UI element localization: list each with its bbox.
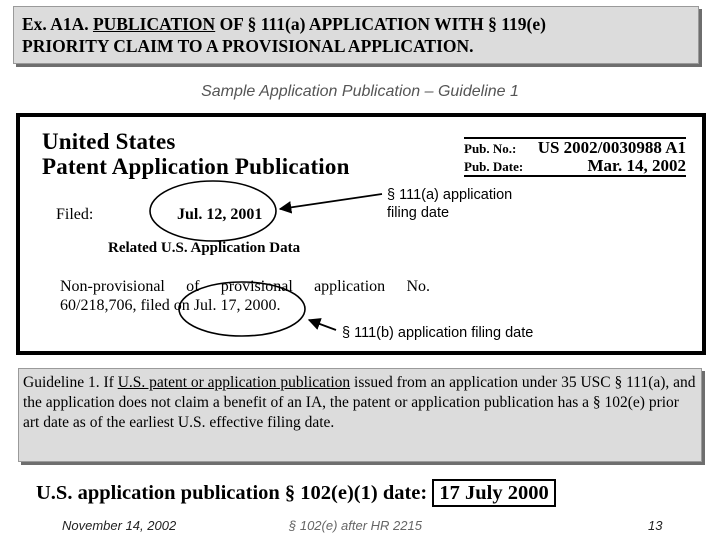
- filed-date: Jul. 12, 2001: [177, 206, 263, 223]
- filed-date-circle: [150, 181, 276, 241]
- footer-center: § 102(e) after HR 2215: [289, 518, 422, 533]
- nonprovisional-line-2: 60/218,706, filed on Jul. 17, 2000.: [60, 297, 281, 314]
- pub-no-row: Pub. No.: US 2002/0030988 A1: [464, 138, 686, 157]
- title-underlined-word: PUBLICATION: [92, 14, 216, 34]
- arrow-to-filed-date: [280, 194, 382, 209]
- pub-date-row: Pub. Date: Mar. 14, 2002: [464, 156, 686, 175]
- title-line-1: Ex. A1A. PUBLICATION OF § 111(a) APPLICATION WITH § 119(e): [22, 14, 546, 34]
- guideline-box: Guideline 1. If U.S. patent or application publication issued from an application under 35 USC § 111(a), and the application does not claim a benefit of an IA, the patent or application publication has a § 102(e) prior art date as of the earliest U.S. effective filing date.: [18, 368, 702, 462]
- footer-date: November 14, 2002: [62, 518, 177, 533]
- footer-page-number: 13: [648, 518, 663, 533]
- guideline-underlined: U.S. patent or application publication: [117, 374, 351, 391]
- slide-subtitle: Sample Application Publication – Guideline 1: [201, 83, 519, 100]
- related-data-heading: Related U.S. Application Data: [108, 240, 301, 256]
- publication-masthead: United States Patent Application Publication: [42, 129, 350, 179]
- annotation-111a: § 111(a) application filing date: [387, 187, 513, 221]
- filed-label: Filed:: [56, 206, 94, 223]
- provisional-date-circle: [179, 282, 305, 336]
- title-line-2: PRIORITY CLAIM TO A PROVISIONAL APPLICATION.: [22, 36, 474, 56]
- annotation-111b: § 111(b) application filing date: [342, 325, 534, 341]
- arrow-to-provisional-date: [309, 320, 336, 330]
- conclusion: U.S. application publication § 102(e)(1) date: 17 July 2000: [36, 482, 556, 505]
- conclusion-date: 17 July 2000: [432, 479, 555, 507]
- nonprovisional-line-1: Non-provisional of provisional application No.: [60, 278, 430, 295]
